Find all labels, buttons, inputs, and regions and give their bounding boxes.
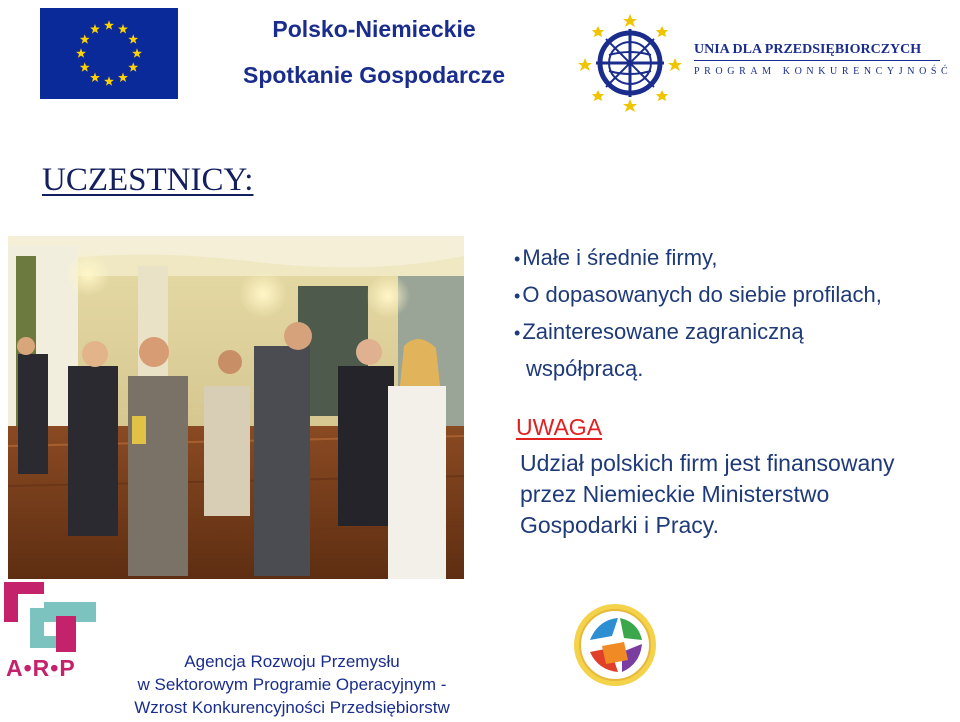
arp-logo-text: A•R•P xyxy=(6,655,76,681)
note-body xyxy=(520,448,895,541)
program-emblem xyxy=(572,602,658,688)
note-title: UWAGA xyxy=(516,414,603,440)
note-line: Gospodarki i Pracy. xyxy=(520,512,719,538)
participants-photo xyxy=(8,236,464,579)
bullet-icon: • xyxy=(514,286,521,306)
title-line-1: Polsko-Niemieckie xyxy=(272,16,476,42)
page-heading: UCZESTNICY: xyxy=(42,162,254,198)
bullet-continuation: współpracą. xyxy=(526,356,644,381)
bullet-icon: • xyxy=(514,323,521,343)
participant-bullet-list xyxy=(514,240,882,386)
union-name-text: UNIA DLA PRZEDSIĘBIORCZYCH xyxy=(694,42,922,57)
footer-line: Agencja Rozwoju Przemysłu xyxy=(184,652,400,671)
bullet-item xyxy=(514,240,882,277)
footer-line: w Sektorowym Programie Operacyjnym - xyxy=(137,675,447,694)
bullet-text: Zainteresowane zagraniczną xyxy=(522,319,804,344)
title-line-2: Spotkanie Gospodarcze xyxy=(242,62,505,88)
footer-line: Wzrost Konkurencyjności Przedsiębiorstw xyxy=(134,698,450,717)
bullet-text: O dopasowanych do siebie profilach, xyxy=(522,282,882,307)
note-line: przez Niemieckie Ministerstwo xyxy=(520,481,830,507)
bullet-item xyxy=(514,314,882,351)
bullet-text: Małe i średnie firmy, xyxy=(522,245,718,270)
union-program-text: PROGRAM KONKURENCYJNOŚĆ xyxy=(694,66,953,77)
union-logo xyxy=(568,8,953,118)
eu-flag-logo xyxy=(40,8,178,99)
footer-text xyxy=(92,650,492,719)
bullet-item xyxy=(514,277,882,314)
union-divider xyxy=(694,60,940,61)
note-line: Udział polskich firm jest finansowany xyxy=(520,450,895,476)
bullet-icon: • xyxy=(514,249,521,269)
